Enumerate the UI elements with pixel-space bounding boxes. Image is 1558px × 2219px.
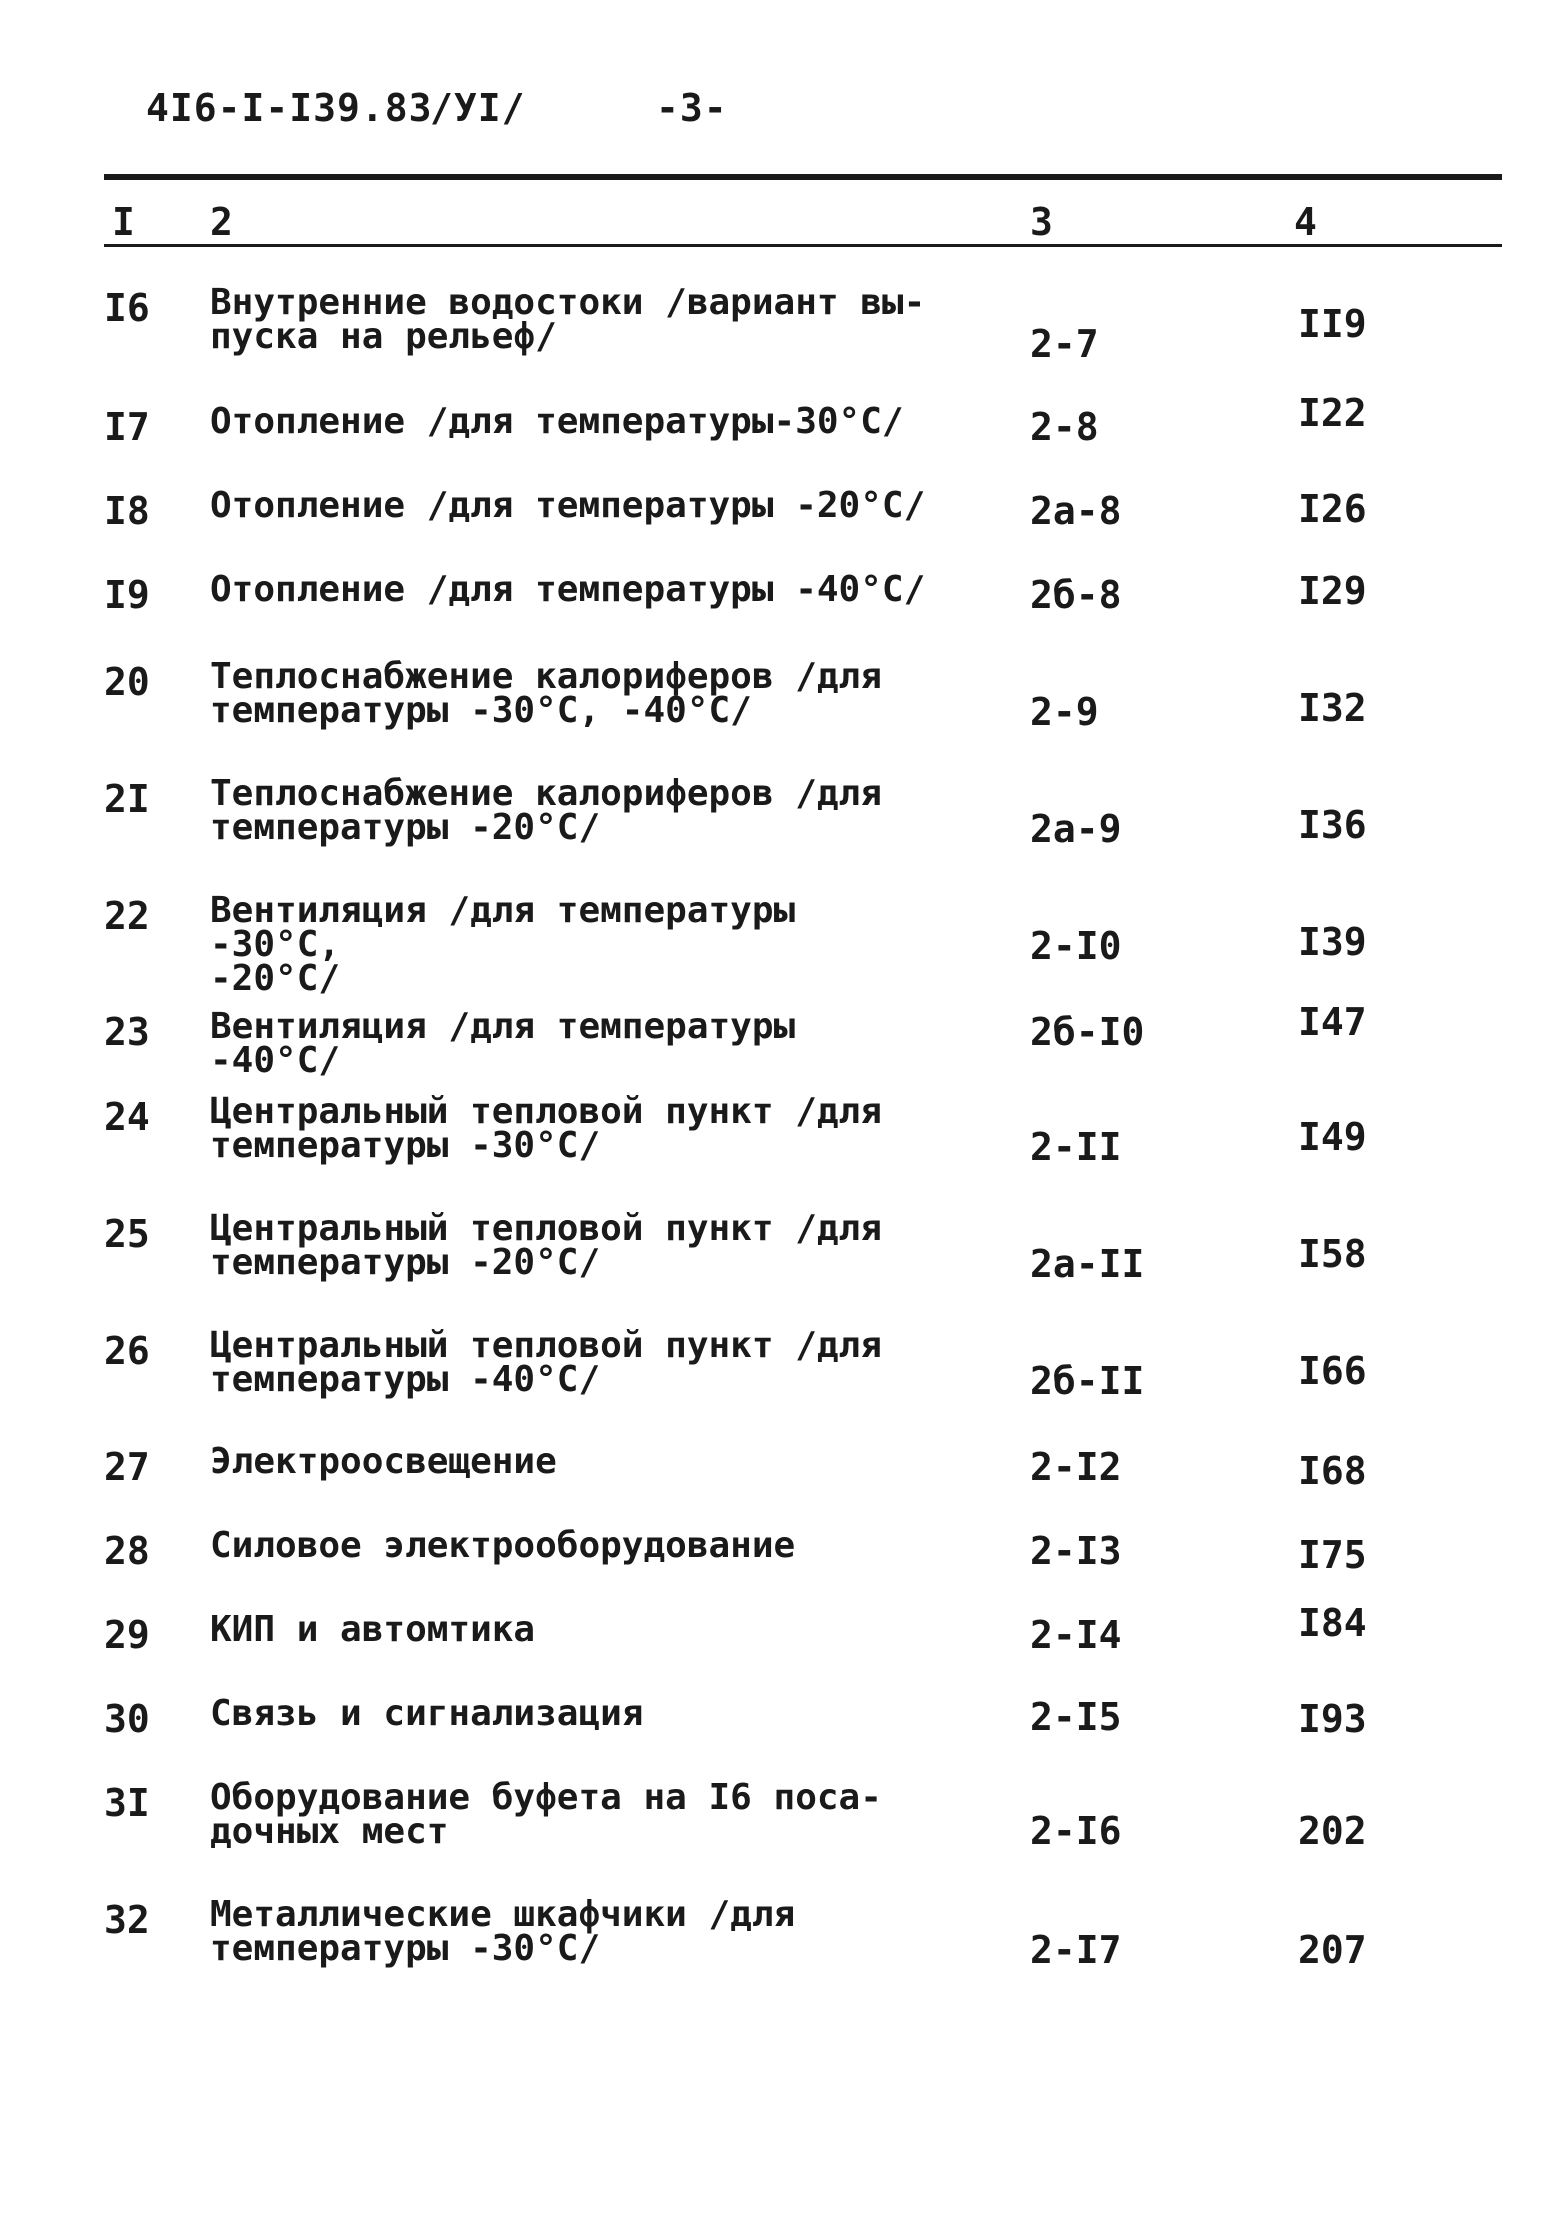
row-page: I26: [1298, 487, 1367, 531]
row-page: I29: [1298, 569, 1367, 613]
table-row: [0, 391, 1558, 489]
header-rule-bottom: [104, 244, 1502, 247]
row-sheet: 2а-II: [1030, 1242, 1145, 1286]
column-header-4: 4: [1294, 200, 1317, 244]
row-title: Теплоснабжение калориферов /для температуры -30°С, -40°С/: [210, 656, 882, 731]
row-number: 25: [104, 1212, 150, 1256]
row-page: I36: [1298, 803, 1367, 847]
row-page: I93: [1298, 1697, 1367, 1741]
row-sheet: 2б-8: [1030, 573, 1122, 617]
table-row: [0, 1601, 1558, 1697]
row-sheet: 2а-9: [1030, 807, 1122, 851]
page-number: -3-: [656, 86, 728, 130]
row-number: 24: [104, 1095, 150, 1139]
row-sheet: 2-I4: [1030, 1613, 1122, 1657]
row-number: 2I: [104, 777, 150, 821]
row-page: I66: [1298, 1349, 1367, 1393]
row-sheet: 2б-II: [1030, 1359, 1145, 1403]
table-row: [0, 1777, 1558, 1898]
row-sheet: 2а-8: [1030, 489, 1122, 533]
volume-number: /УI/: [430, 86, 526, 130]
table-row: [0, 485, 1558, 573]
row-sheet: 2-I0: [1030, 924, 1122, 968]
row-title: Вентиляция /для температуры -40°С/: [210, 1006, 796, 1081]
row-title: Центральный тепловой пункт /для температуры -20°С/: [210, 1208, 882, 1283]
row-sheet: 2-I7: [1030, 1928, 1122, 1972]
table-row: [0, 890, 1558, 1010]
row-sheet: 2б-I0: [1030, 1010, 1145, 1054]
table-row: [0, 773, 1558, 894]
row-sheet: 2-7: [1030, 322, 1099, 366]
row-number: 29: [104, 1613, 150, 1657]
row-title: Связь и сигнализация: [210, 1693, 644, 1734]
row-sheet: 2-9: [1030, 690, 1099, 734]
row-sheet: 2-I6: [1030, 1809, 1122, 1853]
row-title: Теплоснабжение калориферов /для температуры -20°С/: [210, 773, 882, 848]
row-title: Отопление /для температуры -20°С/: [210, 485, 926, 526]
row-sheet: 2-8: [1030, 405, 1099, 449]
row-title: Отопление /для температуры-30°С/: [210, 401, 904, 442]
column-header-3: 3: [1030, 200, 1053, 244]
row-number: 26: [104, 1329, 150, 1373]
row-sheet: 2-I5: [1030, 1695, 1122, 1739]
row-page: I58: [1298, 1232, 1367, 1276]
row-sheet: 2-I3: [1030, 1529, 1122, 1573]
row-title: Электроосвещение: [210, 1441, 557, 1482]
document-number: 4I6-I-I39.83: [146, 86, 433, 130]
row-sheet: 2-I2: [1030, 1445, 1122, 1489]
row-title: КИП и автомтика: [210, 1609, 536, 1650]
table-row: [0, 1325, 1558, 1445]
row-page: 207: [1298, 1928, 1367, 1972]
table-row: [0, 1000, 1558, 1095]
row-title: Силовое электрооборудование: [210, 1525, 796, 1566]
row-title: Вентиляция /для температуры -30°С, -20°С/: [210, 890, 796, 999]
table-row: [0, 1091, 1558, 1212]
row-title: Оборудование буфета на I6 поса- дочных мест: [210, 1777, 882, 1852]
column-header-2: 2: [210, 200, 233, 244]
row-number: I8: [104, 489, 150, 533]
row-page: II9: [1298, 302, 1367, 346]
row-number: 32: [104, 1898, 150, 1942]
row-number: I9: [104, 573, 150, 617]
table-row: [0, 1441, 1558, 1529]
row-title: Отопление /для температуры -40°С/: [210, 569, 926, 610]
contents-table: [0, 282, 1558, 2015]
row-page: I47: [1298, 1000, 1367, 1044]
row-number: I6: [104, 286, 150, 330]
row-page: I49: [1298, 1115, 1367, 1159]
table-row: [0, 1208, 1558, 1329]
row-number: 20: [104, 660, 150, 704]
table-row: [0, 569, 1558, 660]
row-page: I75: [1298, 1533, 1367, 1577]
row-page: 202: [1298, 1809, 1367, 1853]
row-number: 30: [104, 1697, 150, 1741]
row-title: Внутренние водостоки /вариант вы- пуска на рельеф/: [210, 282, 926, 357]
table-row: [0, 282, 1558, 405]
row-number: 28: [104, 1529, 150, 1573]
row-page: I84: [1298, 1601, 1367, 1645]
row-number: 27: [104, 1445, 150, 1489]
table-row: [0, 656, 1558, 777]
row-number: 22: [104, 894, 150, 938]
row-title: Центральный тепловой пункт /для температуры -30°С/: [210, 1091, 882, 1166]
header-rule-top: [104, 174, 1502, 180]
row-sheet: 2-II: [1030, 1125, 1122, 1169]
column-header-1: I: [112, 200, 135, 244]
row-page: I22: [1298, 391, 1367, 435]
row-page: I68: [1298, 1449, 1367, 1493]
row-page: I32: [1298, 686, 1367, 730]
table-row: [0, 1693, 1558, 1781]
row-number: 3I: [104, 1781, 150, 1825]
row-number: I7: [104, 405, 150, 449]
table-row: [0, 1894, 1558, 2015]
row-title: Металлические шкафчики /для температуры -30°С/: [210, 1894, 796, 1969]
row-title: Центральный тепловой пункт /для температуры -40°С/: [210, 1325, 882, 1400]
row-page: I39: [1298, 920, 1367, 964]
row-number: 23: [104, 1010, 150, 1054]
